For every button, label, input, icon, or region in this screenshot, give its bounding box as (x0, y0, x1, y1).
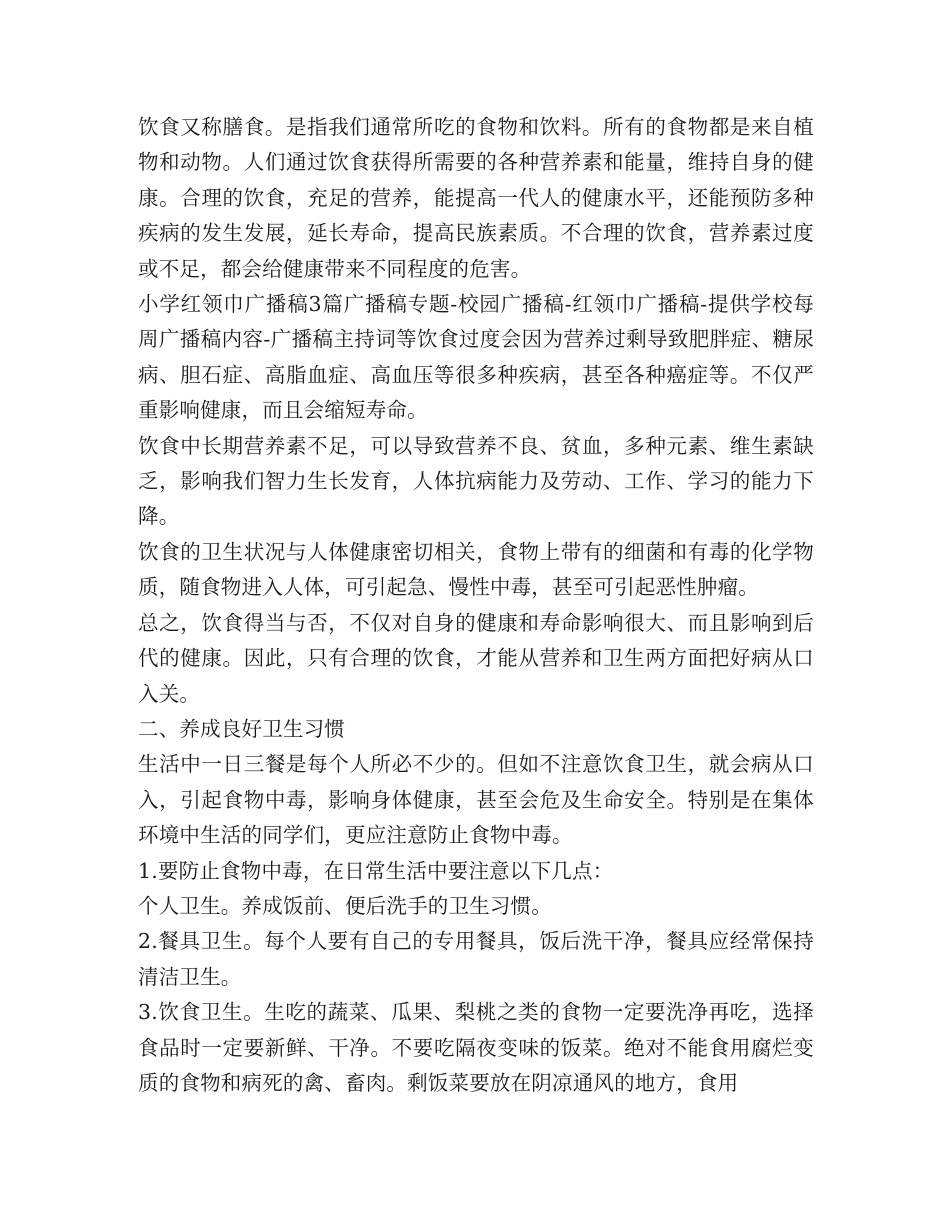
list-item-2-tableware-hygiene: 2.餐具卫生。每个人要有自己的专用餐具，饭后洗干净，餐具应经常保持清洁卫生。 (138, 929, 814, 989)
paragraph-nutrient-deficiency: 饮食中长期营养素不足，可以导致营养不良、贫血，多种元素、维生素缺乏，影响我们智力生长发育，人体抗病能力及劳动、工作、学习的能力下降。 (138, 433, 814, 529)
list-item-3-food-hygiene: 3.饮食卫生。生吃的蔬菜、瓜果、梨桃之类的食物一定要洗净再吃，选择食品时一定要新鲜、干净。不要吃隔夜变味的饭菜。绝对不能食用腐烂变质的食物和病死的禽、畜肉。剩饭菜要放在阴凉通风的地方，食用 (138, 1000, 814, 1095)
paragraph-conclusion: 总之，饮食得当与否，不仅对自身的健康和寿命影响很大、而且影响到后代的健康。因此，只有合理的饮食，才能从营养和卫生两方面把好病从口入关。 (138, 610, 814, 706)
paragraph-diet-definition: 饮食又称膳食。是指我们通常所吃的食物和饮料。所有的食物都是来自植物和动物。人们通过饮食获得所需要的各种营养素和能量，维持自身的健康。合理的饮食，充足的营养，能提高一代人的健康水平，还能预防多种疾病的发生发展，延长寿命，提高民族素质。不合理的饮食，营养素过度或不足，都会给健康带来不同程度的危害。 (138, 115, 814, 281)
paragraph-overeating-harm: 小学红领巾广播稿3篇广播稿专题-校园广播稿-红领巾广播稿-提供学校每周广播稿内容-广播稿主持词等饮食过度会因为营养过剩导致肥胖症、糖尿病、胆石症、高脂血症、高血压等很多种疾病，甚至各种癌症等。不仅严重影响健康，而且会缩短寿命。 (138, 292, 814, 423)
paragraph-three-meals: 生活中一日三餐是每个人所必不少的。但如不注意饮食卫生，就会病从口入，引起食物中毒，影响身体健康，甚至会危及生命安全。特别是在集体环境中生活的同学们，更应注意防止食物中毒。 (138, 752, 814, 848)
document-body (138, 110, 814, 1101)
section-heading-hygiene-habits: 二、养成良好卫生习惯 (138, 716, 345, 741)
paragraph-food-hygiene-health: 饮食的卫生状况与人体健康密切相关，食物上带有的细菌和有毒的化学物质，随食物进入人体，可引起急、慢性中毒，甚至可引起恶性肿瘤。 (138, 539, 814, 600)
list-item-1-prevent-poisoning: 1.要防止食物中毒，在日常生活中要注意以下几点： (138, 858, 614, 883)
list-item-personal-hygiene: 个人卫生。养成饭前、便后洗手的卫生习惯。 (138, 893, 552, 918)
